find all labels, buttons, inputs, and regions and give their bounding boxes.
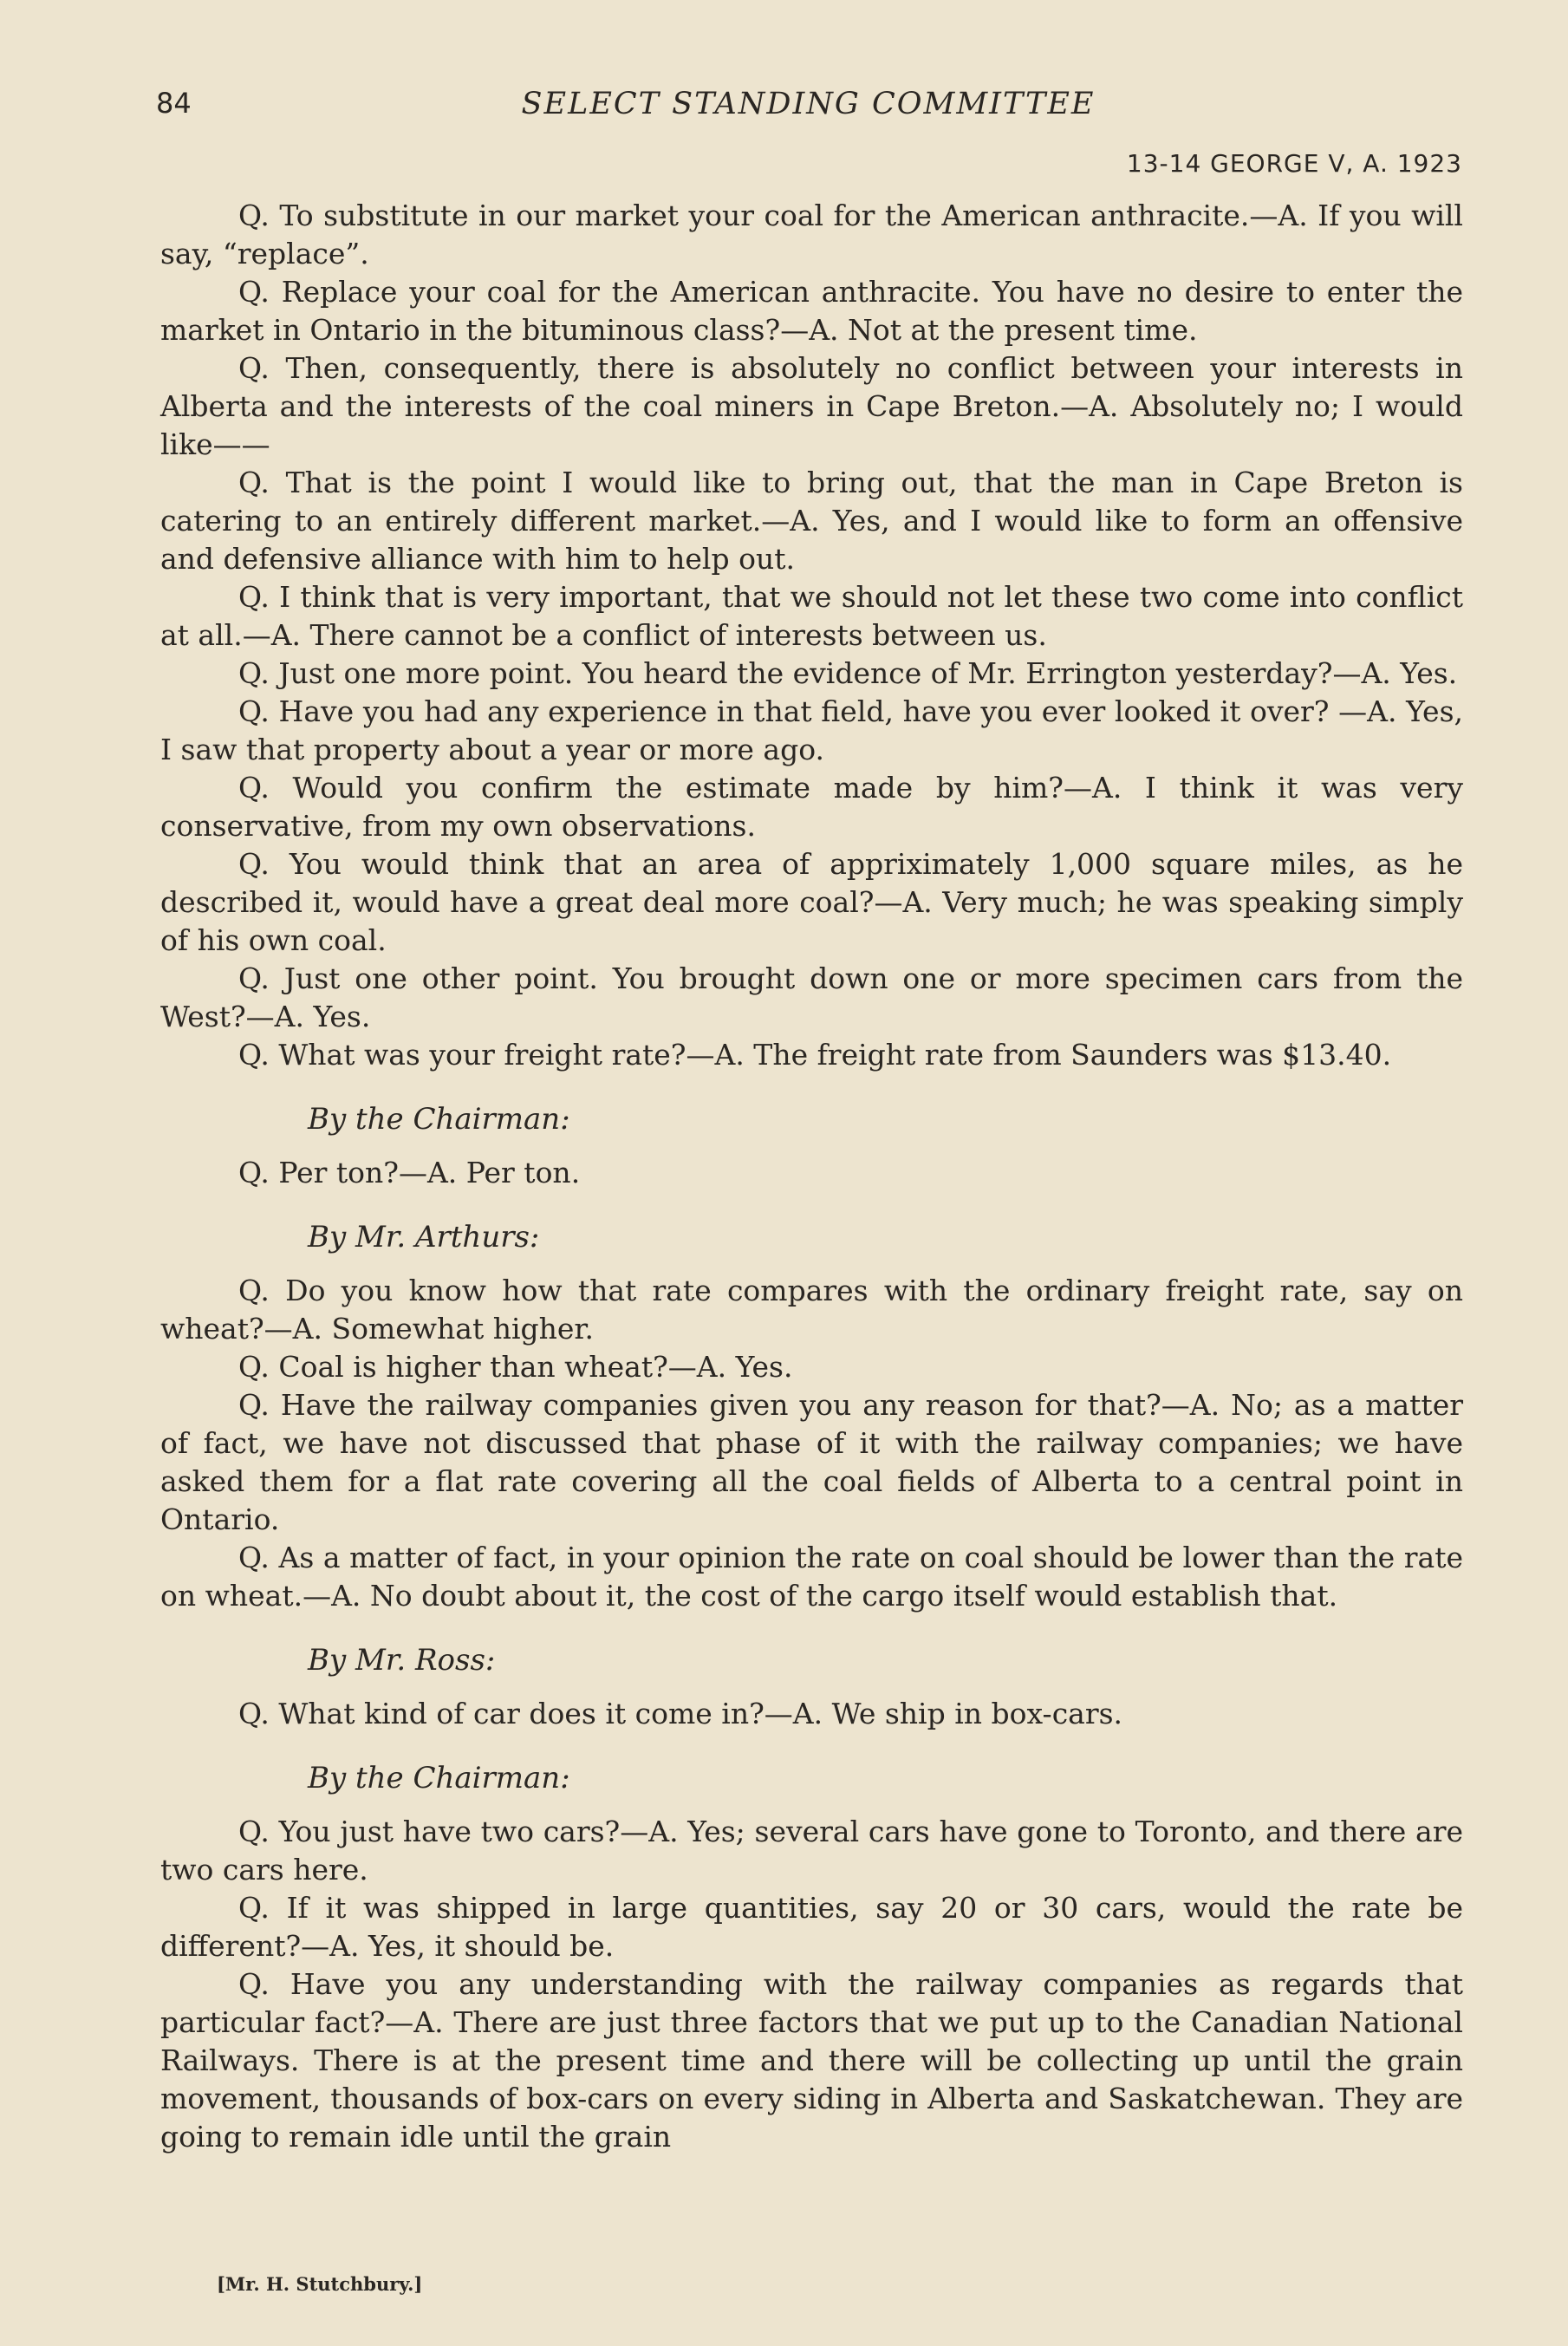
speaker-heading: By the Chairman:	[308, 1761, 570, 1795]
speaker-heading: By Mr. Ross:	[308, 1643, 496, 1678]
transcript-body	[160, 197, 1463, 2156]
qa-paragraph: Q. To substitute in our market your coal for the American anthracite.—A. If you will say, “replace”.	[160, 199, 1463, 270]
qa-paragraph: Q. As a matter of fact, in your opinion the rate on coal should be lower than the rate on wheat.—A. No doubt about it, the cost of the cargo itself would establish that.	[160, 1541, 1463, 1613]
qa-paragraph: Q. What kind of car does it come in?—A. We ship in box-cars.	[238, 1697, 1123, 1730]
qa-paragraph: Q. If it was shipped in large quantities, say 20 or 30 cars, would the rate be different?—A. Yes, it should be.	[160, 1891, 1463, 1963]
page-number: 84	[156, 87, 192, 120]
qa-paragraph: Q. Have you any understanding with the railway companies as regards that particular fact?—A. There are just three factors that we put up to the Canadian National Railways. There is at the present time and there will be collecting up until the grain movement, thousands of box-cars on every siding in Alberta and Saskatchewan. They are going to remain idle until the grain	[160, 1967, 1463, 2154]
speaker-heading: By Mr. Arthurs:	[308, 1220, 540, 1254]
page-header	[156, 87, 1461, 139]
qa-paragraph: Q. That is the point I would like to bring out, that the man in Cape Breton is catering to an entirely different market.—A. Yes, and I would like to form an offensive and defensive alliance with him to help out.	[160, 466, 1463, 576]
speaker-heading: By the Chairman:	[308, 1102, 570, 1137]
running-head: SELECT STANDING COMMITTEE	[521, 87, 1096, 121]
session-line: 13-14 GEORGE V, A. 1923	[1126, 149, 1462, 178]
qa-paragraph: Q. I think that is very important, that we should not let these two come into conflict at all.—A. There cannot be a conflict of interests between us.	[160, 580, 1463, 652]
qa-paragraph: Q. You would think that an area of appriximately 1,000 square miles, as he described it, would have a great deal more coal?—A. Very much; he was speaking simply of his own coal.	[160, 847, 1463, 957]
qa-paragraph: Q. Just one other point. You brought down one or more specimen cars from the West?—A. Yes.	[160, 961, 1463, 1033]
qa-paragraph: Q. Per ton?—A. Per ton.	[238, 1156, 581, 1189]
qa-paragraph: Q. Just one more point. You heard the evidence of Mr. Errington yesterday?—A. Yes.	[238, 656, 1458, 690]
qa-paragraph: Q. Would you confirm the estimate made by him?—A. I think it was very conservative, from my own observations.	[160, 771, 1463, 843]
qa-paragraph: Q. You just have two cars?—A. Yes; several cars have gone to Toronto, and there are two cars here.	[160, 1815, 1463, 1887]
qa-paragraph: Q. Then, consequently, there is absolutely no conflict between your interests in Alberta and the interests of the coal miners in Cape Breton.—A. Absolutely no; I would like——	[160, 351, 1463, 461]
qa-paragraph: Q. Replace your coal for the American anthracite. You have no desire to enter the market in Ontario in the bituminous class?—A. Not at the present time.	[160, 275, 1463, 347]
footer-witness: [Mr. H. Stutchbury.]	[217, 2273, 423, 2295]
qa-paragraph: Q. What was your freight rate?—A. The freight rate from Saunders was $13.40.	[238, 1038, 1392, 1072]
qa-paragraph: Q. Do you know how that rate compares with the ordinary freight rate, say on wheat?—A. Somewhat higher.	[160, 1274, 1463, 1346]
qa-paragraph: Q. Have you had any experience in that field, have you ever looked it over? —A. Yes, I saw that property about a year or more ago.	[160, 694, 1463, 766]
qa-paragraph: Q. Have the railway companies given you any reason for that?—A. No; as a matter of fact, we have not discussed that phase of it with the railway companies; we have asked them for a flat rate covering all the coal fields of Alberta to a central point in Ontario.	[160, 1388, 1463, 1536]
qa-paragraph: Q. Coal is higher than wheat?—A. Yes.	[238, 1350, 793, 1384]
